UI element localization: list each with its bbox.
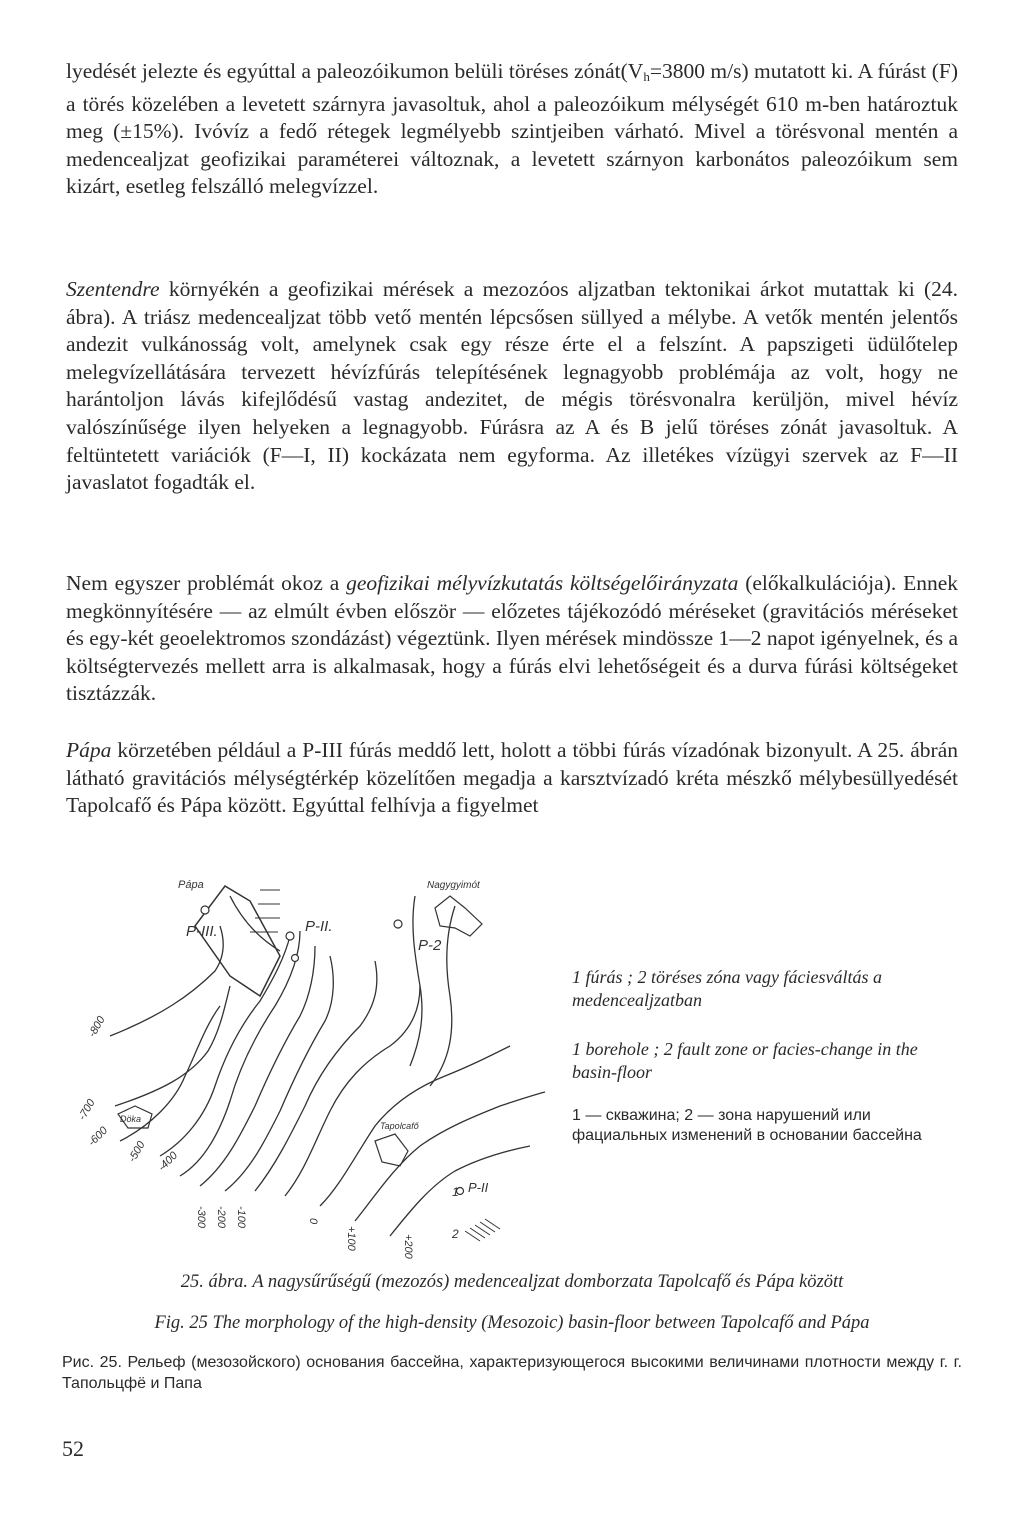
place-label: Nagygyimót — [427, 880, 480, 891]
paragraph-3: Nem egyszer problémát okoz a geofizikai mélyvízkutatás költségelőirányzata (előkalkulációja). Ennek megkönnyítésére — az elmúlt évben először — előzetes tájékozódó méréseket (gravitációs méréseket és egy-két geoelektromos szondázást) végeztünk. Ilyen mérések mindössze 1—2 napot igényelnek, és a költségtervezés mellett arra is alkalmasak, hogy a fúrás elvi lehetőségeit és a durva fúrási költségeket tisztázzák. — [66, 571, 958, 706]
caption-russian: Рис. 25. Рельеф (мезозойского) основания бассейна, характеризующегося высокими величинами плотности между г. г. Тапольцфё и Папа — [62, 1354, 962, 1392]
contour-label: -500 — [126, 1139, 148, 1165]
contour-label: -700 — [76, 1097, 98, 1123]
borehole-marker — [286, 932, 294, 940]
town-outline — [375, 1134, 408, 1166]
paragraph-4: Pápa körzetében például a P-III fúrás meddő lett, holott a többi fúrás vízadónak bizonyult. A 25. ábrán látható gravitációs mélységtérkép közelítően megadja a karsztvízadó kréta mészkő mélybesüllyedését Tapolcafő és Pápa között. Egyúttal felhívja a figyelmet — [66, 738, 958, 818]
contour-label: 0 — [307, 1218, 319, 1225]
place-name: Pápa — [66, 738, 112, 762]
place-label: Döka — [120, 1114, 142, 1124]
contour-label: -600 — [85, 1124, 111, 1149]
contour-label: -300 — [195, 1206, 207, 1229]
borehole-label: P-II — [468, 1180, 489, 1195]
legend-english: 1 borehole ; 2 fault zone or facies-change in the basin-floor — [572, 1039, 918, 1082]
contour-line — [355, 1092, 545, 1221]
borehole-marker — [394, 920, 402, 928]
emphasis-term: geofizikai mélyvízkutatás költségelőirányzata — [346, 571, 739, 595]
page-number: 52 — [62, 1436, 84, 1461]
place-name: Szentendre — [66, 277, 160, 301]
place-label: Pápa — [178, 879, 204, 891]
contour-label: -400 — [155, 1149, 181, 1174]
contour-label: +100 — [345, 1226, 357, 1251]
gravity-depth-map — [76, 866, 550, 1276]
contour-line — [430, 906, 455, 1086]
borehole-label: P-2 — [418, 937, 442, 954]
town-outline — [435, 896, 482, 936]
key-number: 1 — [452, 1185, 459, 1199]
borehole-label: P-III. — [186, 923, 218, 940]
paragraph-2: Szentendre környékén a geofizikai mérések a mezozóos aljzatban tektonikai árkot mutattak ki (24. ábra). A triász medencealjzat több vető mentén lépcsősen süllyed a mélybe. A vetők mentén jelentős andezit vulkánosság volt, amelynek csak egy része érte el a felszínt. A papszigeti üdülőtelep melegvízellátására tervezett hévízfúrás telepítésének legnagyobb problémája az volt, hogy ne harántoljon lávás kifejlődésű vastag andezitet, de mégis törésvonalra kerüljön, mivel hévíz valószínűsége ilyen helyeken a legnagyobb. Fúrásra az A és B jelű töréses zónát javasoltuk. A feltüntetett variációk (F—I, II) kockázata nem egyforma. Az illetékes vízügyi szervek az F—II javaslatot fogadták el. — [66, 277, 958, 495]
borehole-marker — [292, 955, 299, 962]
contour-label: -800 — [86, 1014, 108, 1040]
borehole-marker — [201, 906, 209, 914]
borehole-label: P-II. — [305, 918, 333, 935]
key-number: 2 — [452, 1227, 459, 1241]
contour-line — [115, 986, 230, 1106]
caption-english: Fig. 25 The morphology of the high-density (Mesozoic) basin-floor between Tapolcafő and Pápa — [154, 1313, 870, 1333]
contour-line — [410, 896, 422, 1066]
contour-label: -100 — [235, 1206, 247, 1229]
paragraph-1: lyedését jelezte és egyúttal a paleozóikumon belüli töréses $zónát(V_h=3800$ m/s) mutatott ki. A fúrást (F) a törés közelében a levetett szárnyra javasoltuk, ahol a paleozóikum mélységét 610 m-ben határoztuk meg (±15%). Ivóvíz a fedő rétegek legmélyebb szintjeiben várható. Mivel a törésvonal mentén a medencealjzat geofizikai paraméterei változnak, a levetett szárnyon karbonátos paleozóikum sem kizárt, esetleg felszálló melegvízzel. — [66, 59, 959, 199]
contour-line — [200, 946, 315, 1186]
contour-label: -200 — [215, 1206, 227, 1229]
fault-zone — [195, 886, 280, 996]
caption-hungarian: 25. ábra. A nagysűrűségű (mezozós) medencealjzat domborzata Tapolcafő és Pápa között — [180, 1272, 844, 1292]
legend-russian: 1 — скважина; 2 — зона нарушений или фациальных изменений в основании бассейна — [572, 1107, 922, 1144]
place-label: Tapolcafő — [380, 1121, 419, 1131]
contour-label: +200 — [402, 1234, 414, 1259]
legend-hungarian: 1 fúrás ; 2 töréses zóna vagy fáciesváltás a medencealjzatban — [572, 967, 882, 1010]
contour-line — [255, 961, 377, 1191]
contour-line — [180, 931, 300, 1176]
